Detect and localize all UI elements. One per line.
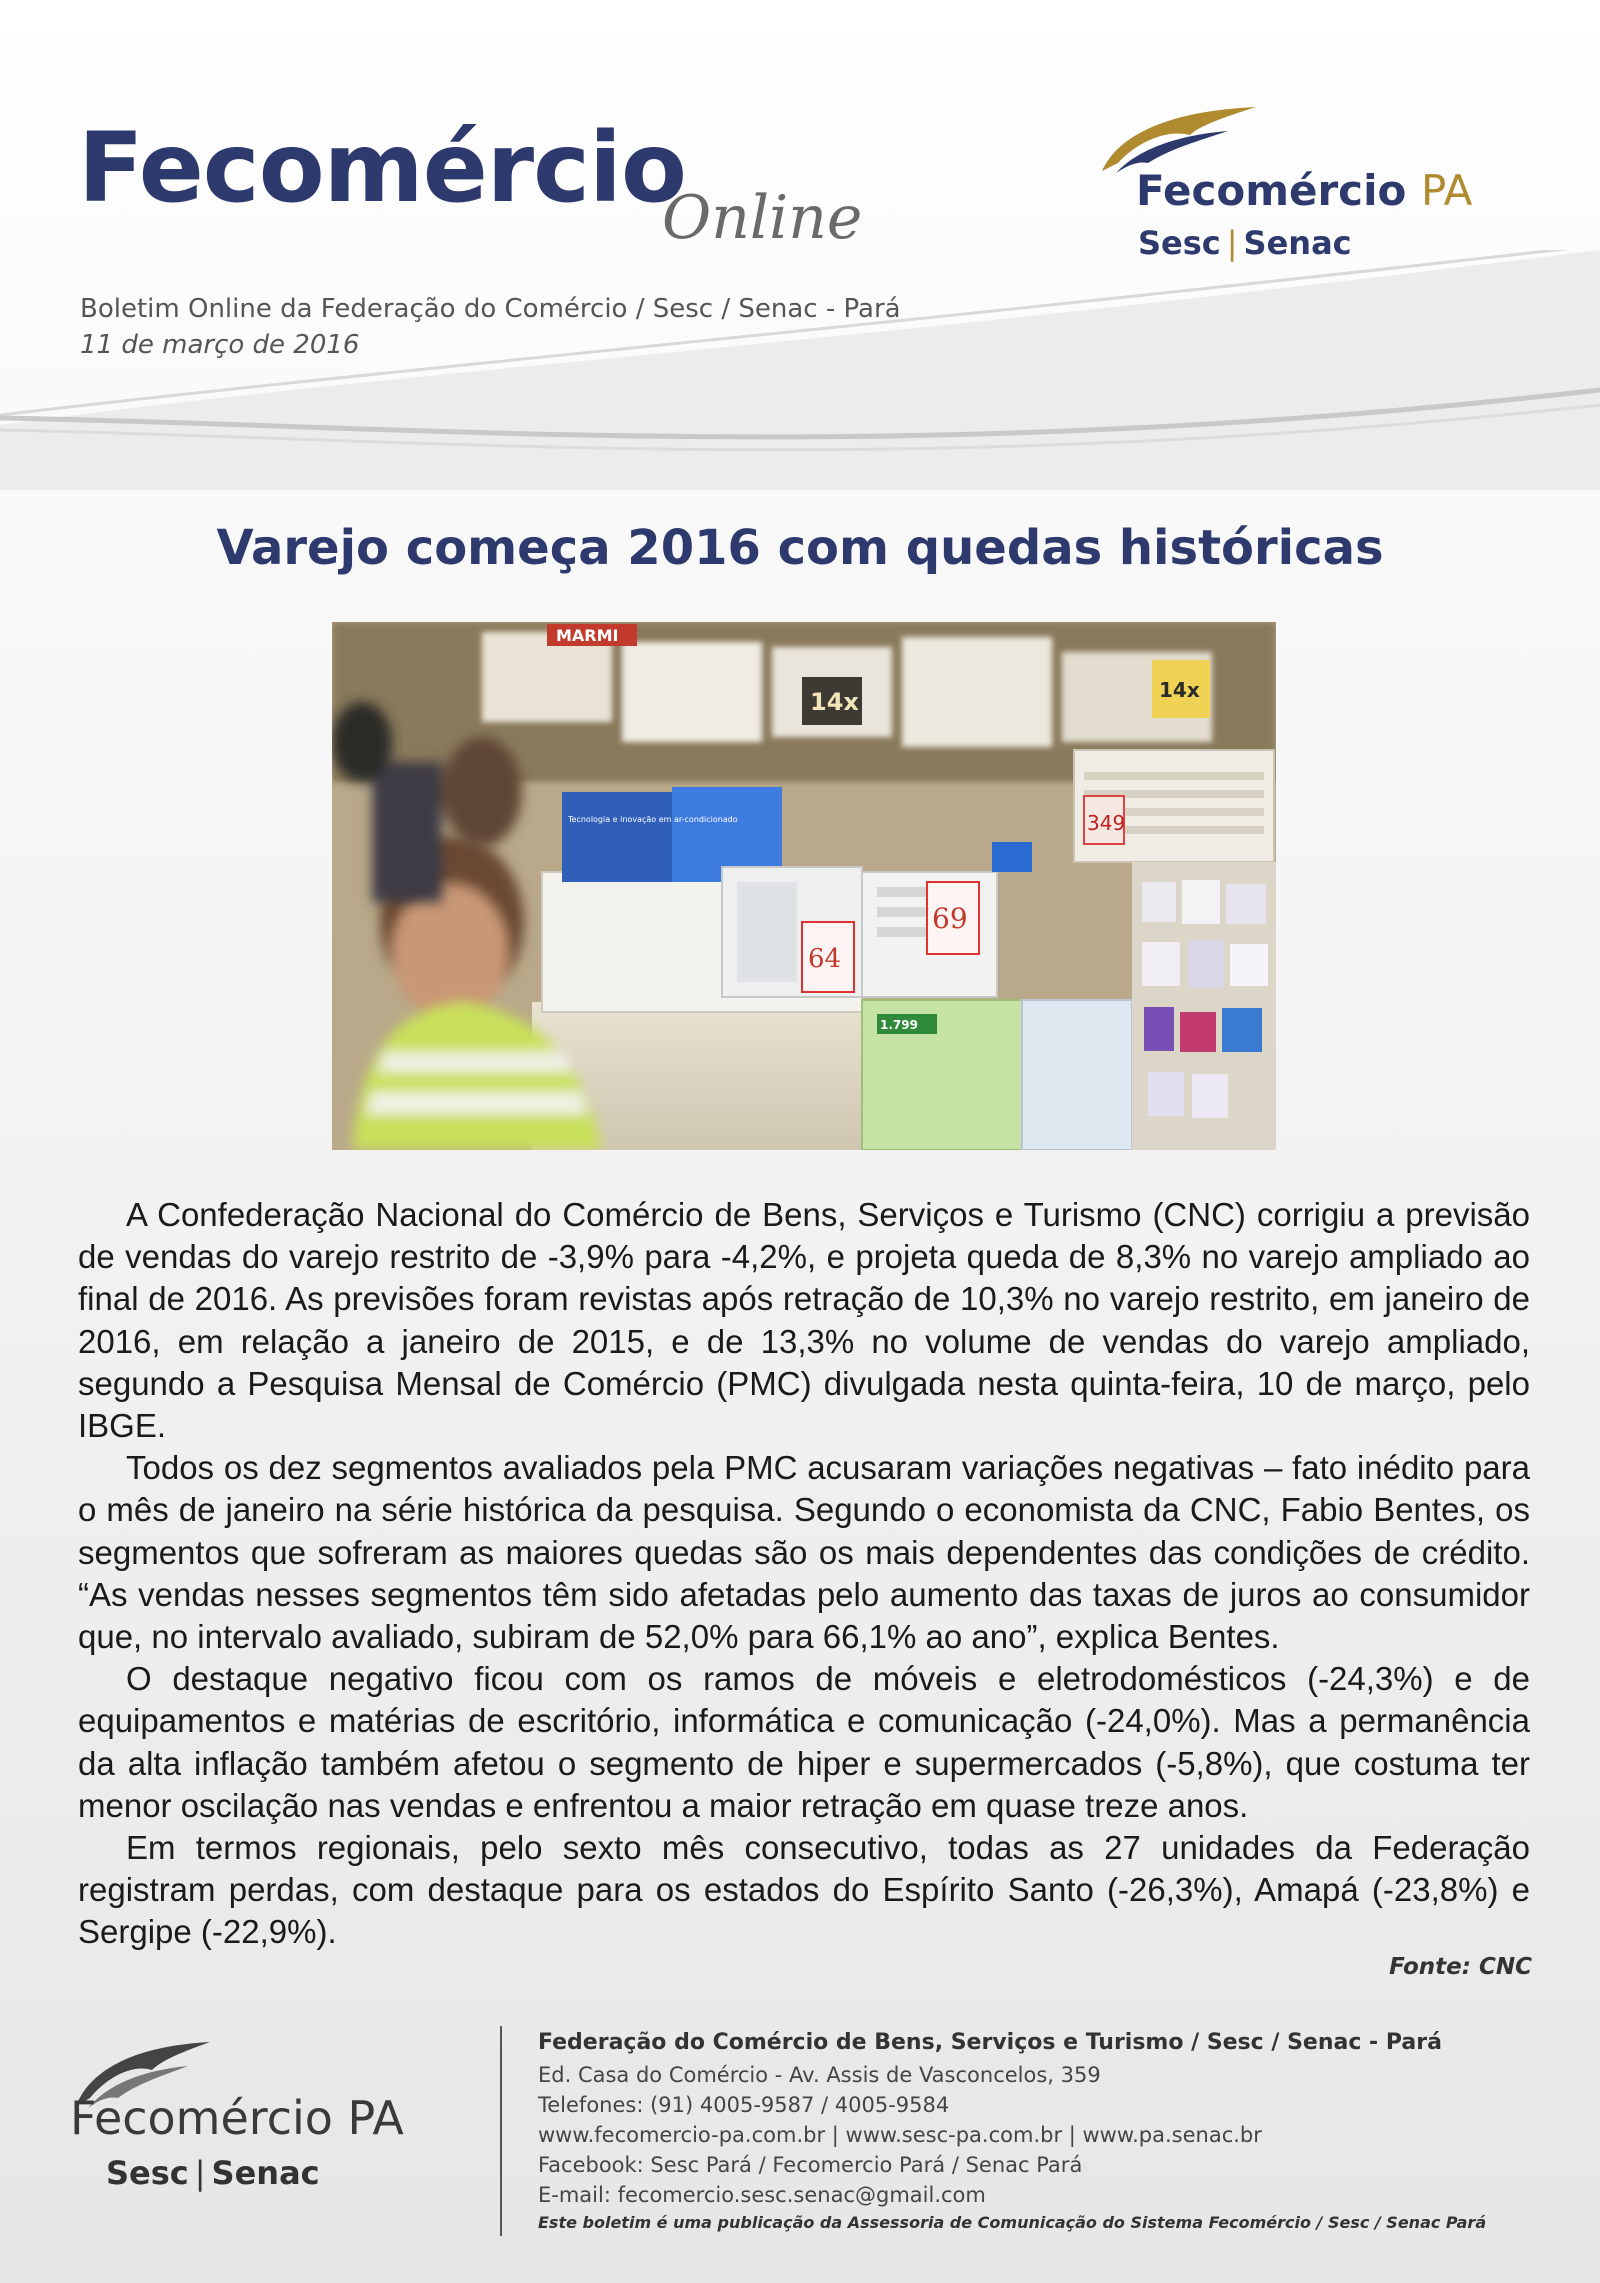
- footer-websites[interactable]: www.fecomercio-pa.com.br | www.sesc-pa.com.br | www.pa.senac.br: [538, 2123, 1262, 2147]
- photo-price-69: 69: [932, 902, 968, 935]
- photo-box-price: 1.799: [880, 1018, 918, 1032]
- logo-separator: |: [1226, 224, 1238, 262]
- header-wave: [0, 250, 1600, 490]
- logo-sesc: Sesc: [1138, 224, 1221, 262]
- fecomercio-logo-top: [1098, 105, 1518, 265]
- article-paragraph: Em termos regionais, pelo sexto mês consecutivo, todas as 27 unidades da Federação registram perdas, com destaque para os estados do Espírito Santo (-26,3%), Amapá (-23,8%) e Sergipe (-22,9%).: [78, 1829, 1530, 1951]
- footer-address: Ed. Casa do Comércio - Av. Assis de Vasconcelos, 359: [538, 2063, 1101, 2087]
- article-headline: Varejo começa 2016 com quedas históricas: [216, 520, 1384, 576]
- footer-contact: [538, 2026, 1538, 2236]
- footer-phones: Telefones: (91) 4005-9587 / 4005-9584: [538, 2093, 950, 2117]
- logo-subbrands: [1138, 224, 1352, 262]
- article-source: Fonte: CNC: [1389, 1954, 1532, 1980]
- photo-sign-marmi: MARMI: [556, 626, 619, 645]
- logo-brand-text: [70, 2091, 404, 2145]
- logo-sesc: Sesc: [106, 2154, 189, 2192]
- logo-brand-name: Fecomércio: [1136, 166, 1407, 215]
- article-paragraph: Todos os dez segmentos avaliados pela PMC acusaram variações negativas – fato inédito para o mês de janeiro na série histórica da pesquisa. Segundo o economista da CNC, Fabio Bentes, os segmentos que sofreram as maiores quedas são os mais dependentes das condições de crédito. “As vendas nesses segmentos têm sido afetadas pelo aumento das taxas de juros ao consumidor que, no intervalo avaliado, subiram de 52,0% para 66,1% ao ano”, explica Bentes.: [78, 1449, 1530, 1656]
- logo-senac: Senac: [211, 2154, 320, 2192]
- fecomercio-logo-bottom: [68, 2040, 488, 2190]
- logo-brand-accent: PA: [1420, 166, 1473, 215]
- masthead-script: Online: [662, 183, 863, 253]
- article-paragraph: O destaque negativo ficou com os ramos de móveis e eletrodomésticos (-24,3%) e de equipamentos e matérias de escritório, informática e comunicação (-24,0%). Mas a permanência da alta inflação também afetou o segmento de hiper e supermercados (-5,8%), que costuma ter menor oscilação nas vendas e enfrentou a maior retração em quase treze anos.: [78, 1660, 1530, 1824]
- photo-price-wall: 349: [1087, 811, 1126, 835]
- footer-facebook: Facebook: Sesc Pará / Fecomercio Pará / Senac Pará: [538, 2153, 1083, 2177]
- article-body: [78, 1194, 1530, 1954]
- logo-brand-text: [1136, 166, 1473, 215]
- logo-brand-name: Fecomércio: [70, 2091, 333, 2145]
- photo-price-64: 64: [808, 944, 842, 974]
- masthead-subtitle: Boletim Online da Federação do Comércio / Sesc / Senac - Pará: [80, 294, 901, 324]
- logo-subbrands: [106, 2154, 320, 2192]
- logo-brand-accent: PA: [347, 2091, 404, 2145]
- footer-organization: Federação do Comércio de Bens, Serviços e Turismo / Sesc / Senac - Pará: [538, 2030, 1442, 2055]
- photo-box-text: Tecnologia e inovação em ar-condicionado: [568, 815, 738, 824]
- photo-sign-14x-right: 14x: [1159, 678, 1200, 702]
- masthead-title: Fecomércio: [78, 112, 686, 224]
- article-paragraph: A Confederação Nacional do Comércio de Bens, Serviços e Turismo (CNC) corrigiu a previsão de vendas do varejo restrito de -3,9% para -4,2%, e projeta queda de 8,3% no varejo ampliado ao final de 2016. As previsões foram revistas após retração de 10,3% no varejo restrito, em janeiro de 2016, em relação a janeiro de 2015, e de 13,3% no volume de vendas do varejo ampliado, segundo a Pesquisa Mensal de Comércio (PMC) divulgada nesta quinta-feira, 10 de março, pelo IBGE.: [78, 1196, 1530, 1445]
- article-photo: [332, 622, 1276, 1150]
- logo-senac: Senac: [1243, 224, 1352, 262]
- footer-publication-note: Este boletim é uma publicação da Assessoria de Comunicação do Sistema Fecomércio / Sesc / Senac Pará: [538, 2213, 1487, 2232]
- logo-separator: |: [194, 2154, 206, 2192]
- footer-email[interactable]: E-mail: fecomercio.sesc.senac@gmail.com: [538, 2183, 986, 2207]
- issue-date: 11 de março de 2016: [80, 330, 360, 360]
- footer-divider: [500, 2026, 502, 2236]
- photo-sign-14x-left: 14x: [810, 688, 859, 716]
- wing-icon: [1098, 105, 1258, 175]
